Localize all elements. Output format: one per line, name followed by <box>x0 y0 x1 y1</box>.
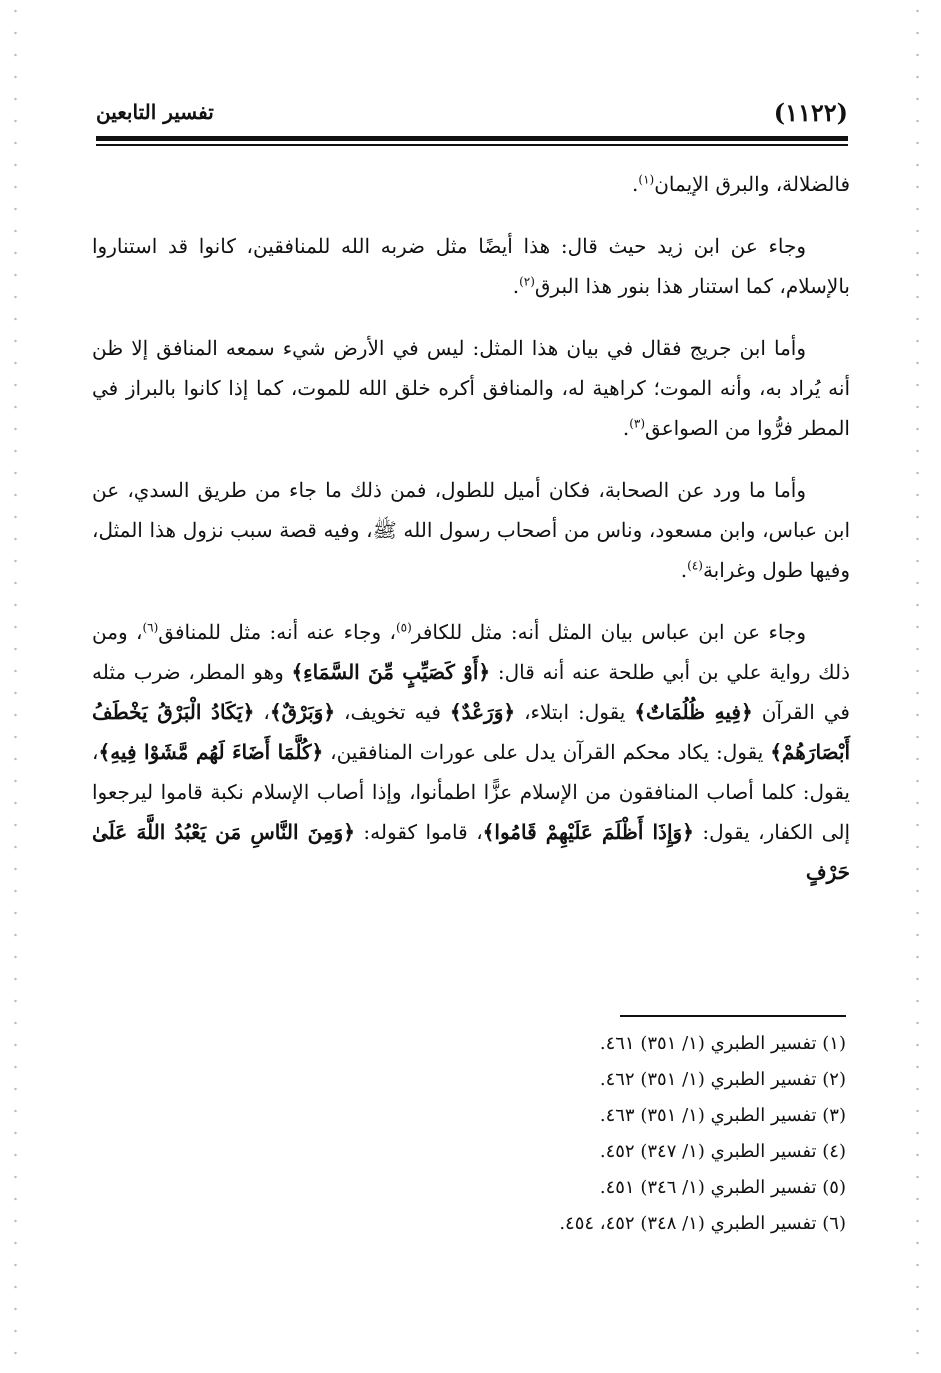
footnote-ref: (٦) <box>142 620 159 635</box>
quran-quote: ﴿وَبَرْقٌ﴾ <box>269 700 336 724</box>
footnote-ref: (٣) <box>629 416 646 431</box>
paragraph <box>92 470 850 590</box>
text-run: . <box>622 416 630 440</box>
text-run: . <box>680 558 688 582</box>
running-title: تفسير التابعين <box>96 100 214 124</box>
scan-edge-right <box>916 0 919 1373</box>
footnote-ref: (٢) <box>519 274 535 289</box>
text-run: ، وجاء عنه أنه: مثل للمنافق <box>158 620 396 644</box>
text-run: ، قاموا كقوله: <box>354 820 483 844</box>
scan-edge-left <box>14 0 17 1373</box>
text-run: . <box>632 172 639 196</box>
footnote: (٤) تفسير الطبري (١/ ٣٤٧) ٤٥٢. <box>599 1141 846 1162</box>
paragraph <box>92 328 850 448</box>
quran-quote: ﴿فِيهِ ظُلُمَاتٌ﴾ <box>634 700 753 724</box>
footnote-ref: (٤) <box>687 558 703 573</box>
page-header <box>96 96 848 132</box>
quran-quote: ﴿وَرَعْدٌ﴾ <box>449 700 516 724</box>
header-rule-thin <box>96 144 848 146</box>
footnote-ref: (٥) <box>395 620 412 635</box>
quran-quote: ﴿كُلَّمَا أَضَاءَ لَهُم مَّشَوْا فِيهِ﴾ <box>98 740 324 764</box>
text-run: وجاء عن ابن زيد حيث قال: هذا أيضًا مثل ضربه الله للمنافقين، كانوا قد استناروا بالإسلام، كما استنار هذا بنور هذا البرق <box>92 234 850 298</box>
text-run: ، يقول: كلما أصاب المنافقون من الإسلام عزًّا اطمأنوا، وإذا أصاب الإسلام نكبة قاموا ليرجعوا إلى الكفار، يقول: <box>92 740 851 844</box>
text-run: وجاء عن ابن عباس بيان المثل أنه: مثل للكافر <box>411 620 806 644</box>
footnote: (١) تفسير الطبري (١/ ٣٥١) ٤٦١. <box>599 1033 846 1054</box>
text-run: ، <box>254 700 270 724</box>
quran-quote: ﴿أَوْ كَصَيِّبٍ مِّنَ السَّمَاءِ﴾ <box>291 660 491 684</box>
paragraph <box>92 226 850 306</box>
quran-quote: ﴿يَكَادُ الْبَرْقُ يَخْطَفُ أَبْصَارَهُمْ﴾ <box>92 700 850 764</box>
page-number: (١١٢٢) <box>773 98 848 127</box>
header-rule-thick <box>96 136 848 141</box>
footnotes <box>440 1026 846 1242</box>
text-run: وأما ما ورد عن الصحابة، فكان أميل للطول، فمن ذلك ما جاء من طريق السدي، عن ابن عباس، وابن مسعود، وناس من أصحاب رسول الله ﷺ، وفيه قصة سبب نزول هذا المثل، وفيها طول وغرابة <box>92 478 850 582</box>
paragraph <box>92 164 850 204</box>
text-run: ، ومن ذلك رواية علي بن أبي طلحة عنه أنه قال: <box>92 620 851 684</box>
quran-quote: ﴿وَمِنَ النَّاسِ مَن يَعْبُدُ اللَّهَ عَلَىٰ حَرْفٍ <box>92 820 850 884</box>
text-run: يقول: ابتلاء، <box>515 700 635 724</box>
footnote: (٢) تفسير الطبري (١/ ٣٥١) ٤٦٢. <box>599 1069 846 1090</box>
footnote: (٣) تفسير الطبري (١/ ٣٥١) ٤٦٣. <box>599 1105 846 1126</box>
text-run: وأما ابن جريج فقال في بيان هذا المثل: ليس في الأرض شيء سمعه المنافق إلا ظن أنه يُراد به، وأنه الموت؛ كراهية له، والمنافق أكره خلق الله للموت، كما إذا كانوا بالبراز في المطر فرُّوا من الصواعق <box>92 336 850 440</box>
text-run: وهو المطر، ضرب مثله في القرآن <box>92 660 850 724</box>
text-run: يقول: يكاد محكم القرآن يدل على عورات المنافقين، <box>323 740 771 764</box>
text-run: فيه تخويف، <box>335 700 450 724</box>
main-text <box>92 164 850 892</box>
text-run: فالضلالة، والبرق الإيمان <box>654 172 850 196</box>
footnote-separator <box>620 1015 846 1017</box>
footnote: (٦) تفسير الطبري (١/ ٣٤٨) ٤٥٢، ٤٥٤. <box>559 1213 846 1234</box>
footnote: (٥) تفسير الطبري (١/ ٣٤٦) ٤٥١. <box>599 1177 846 1198</box>
paragraph <box>92 612 850 892</box>
footnote-ref: (١) <box>638 172 655 187</box>
quran-quote: ﴿وَإِذَا أَظْلَمَ عَلَيْهِمْ قَامُوا﴾ <box>482 820 694 844</box>
text-run: . <box>512 274 520 298</box>
